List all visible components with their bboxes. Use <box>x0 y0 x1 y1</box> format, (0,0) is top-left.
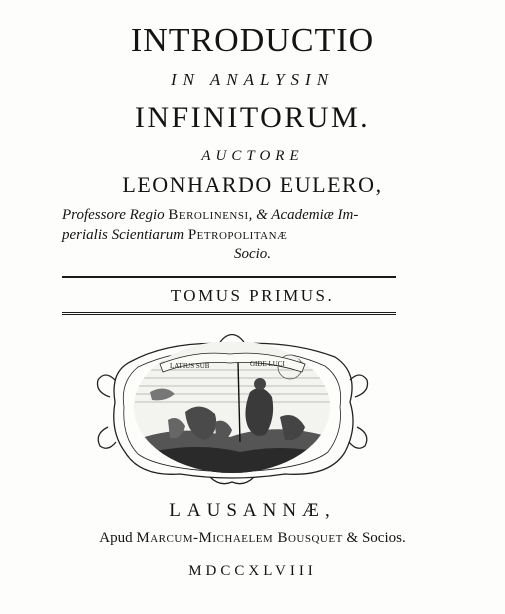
imprint-socios: & Socios. <box>342 530 406 546</box>
rule-top <box>62 276 396 278</box>
affiliation-line-1 <box>62 206 462 225</box>
engraved-vignette <box>90 322 375 487</box>
rule-bottom-1 <box>62 312 396 313</box>
affiliation-text-2: , & Academiæ Im- <box>248 207 359 223</box>
affiliation-city-2: Petropolitanæ <box>187 227 288 243</box>
imprint-publisher-line <box>0 530 505 547</box>
affiliation-socio: Socio. <box>233 246 272 262</box>
title-line-2: IN ANALYSIN <box>170 70 335 89</box>
author-name: LEONHARDO EULERO, <box>122 172 383 197</box>
tomus-label: TOMUS PRIMUS. <box>170 286 335 305</box>
motto-right: GIDE LUCI <box>250 360 285 368</box>
affiliation-text-3: perialis Scientiarum <box>62 227 188 243</box>
imprint-publisher: Marcum-Michaelem Bousquet <box>136 530 343 546</box>
affiliation-city-1: Berolinensi <box>168 207 249 223</box>
imprint-apud: Apud <box>99 530 137 546</box>
title-line-1: INTRODUCTIO <box>130 22 375 59</box>
rule-bottom-2 <box>62 314 396 315</box>
motto-left: LATIUS SUB <box>170 362 210 370</box>
imprint-year: MDCCXLVIII <box>188 563 317 579</box>
affiliation-text-1: Professore Regio <box>62 207 169 223</box>
title-line-3: INFINITORUM. <box>134 101 371 134</box>
affiliation-line-2 <box>62 226 462 245</box>
auctor-label: AUCTORE <box>201 148 304 164</box>
imprint-place: LAUSANNÆ, <box>169 500 336 521</box>
